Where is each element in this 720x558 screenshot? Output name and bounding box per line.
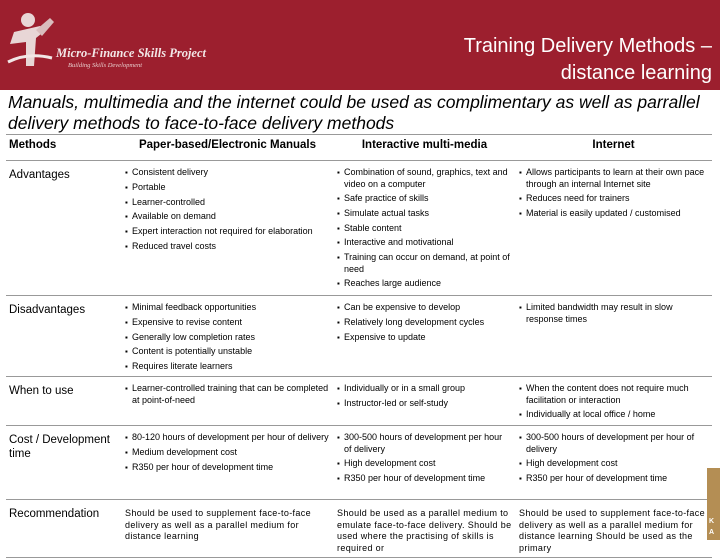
bullet-list (337, 302, 512, 343)
table-cell (122, 296, 334, 377)
list-item: ▪ Expensive to revise content (125, 317, 330, 329)
list-item: ▪ Instructor-led or self-study (337, 398, 512, 410)
list-item: ▪ R350 per hour of development time (519, 473, 708, 485)
column-header: Methods (6, 135, 122, 161)
list-item: ▪ Relatively long development cycles (337, 317, 512, 329)
bullet-list (337, 167, 512, 290)
table-cell (516, 296, 712, 377)
bullet-list (125, 432, 330, 473)
list-item: ▪ Generally low completion rates (125, 332, 330, 344)
comparison-table-wrapper (6, 134, 715, 553)
list-item: ▪ Learner-controlled training that can be completed at point-of-need (125, 383, 330, 406)
table-cell: Should be used as a parallel medium to emulate face-to-face delivery. Should be used where the practising of skills is required or (334, 500, 516, 558)
row-header: Cost / Development time (6, 426, 122, 500)
list-item: ▪ Expert interaction not required for elaboration (125, 226, 330, 238)
list-item: ▪ Simulate actual tasks (337, 208, 512, 220)
table-cell (122, 377, 334, 426)
table-header-row (6, 135, 712, 161)
row-header: Recommendation (6, 500, 122, 558)
list-item: ▪ Individually or in a small group (337, 383, 512, 395)
person-icon (6, 8, 66, 72)
side-accent-bar (707, 468, 720, 540)
table-row (6, 377, 712, 426)
list-item: ▪ High development cost (519, 458, 708, 470)
column-header: Internet (516, 135, 712, 161)
list-item: ▪ Requires literate learners (125, 361, 330, 373)
table-cell (334, 296, 516, 377)
comparison-table (6, 135, 715, 558)
side-letter: A (709, 529, 715, 536)
table-cell: Should be used to supplement face-to-face delivery as well as a parallel medium for distance learning (122, 500, 334, 558)
row-header: Disadvantages (6, 296, 122, 377)
list-item: ▪ Content is potentially unstable (125, 346, 330, 358)
list-item: ▪ 300-500 hours of development per hour of delivery (519, 432, 708, 455)
list-item: ▪ Individually at local office / home (519, 409, 708, 421)
table-cell (516, 426, 712, 500)
list-item: ▪ Interactive and motivational (337, 237, 512, 249)
list-item: ▪ 80-120 hours of development per hour of delivery (125, 432, 330, 444)
bullet-list (519, 432, 708, 484)
list-item: ▪ R350 per hour of development time (337, 473, 512, 485)
title-line-2: distance learning (560, 62, 712, 84)
list-item: ▪ Reduces need for trainers (519, 193, 708, 205)
list-item: ▪ 300-500 hours of development per hour of delivery (337, 432, 512, 455)
table-row (6, 426, 712, 500)
page-subtitle: Manuals, multimedia and the internet could be used as complimentary as well as parrallel delivery methods to face-to-face delivery methods (8, 92, 700, 133)
logo (6, 8, 206, 72)
table-cell (122, 161, 334, 296)
page-title (464, 33, 712, 87)
header-banner (0, 0, 720, 90)
list-item: ▪ Allows participants to learn at their own pace through an internal Internet site (519, 167, 708, 190)
row-header: When to use (6, 377, 122, 426)
list-item: ▪ Training can occur on demand, at point of need (337, 252, 512, 275)
table-cell (516, 161, 712, 296)
logo-text: Micro-Finance Skills Project (56, 46, 206, 60)
list-item: ▪ When the content does not require much facilitation or interaction (519, 383, 708, 406)
list-item: ▪ Reduced travel costs (125, 241, 330, 253)
list-item: ▪ Consistent delivery (125, 167, 330, 179)
list-item: ▪ R350 per hour of development time (125, 462, 330, 474)
column-header: Paper-based/Electronic Manuals (122, 135, 334, 161)
table-row (6, 500, 712, 558)
list-item: ▪ Stable content (337, 223, 512, 235)
bullet-list (125, 383, 330, 406)
table-cell: Should be used to supplement face-to-face delivery as well as a parallel medium for distance learning Should be used as the primary (516, 500, 712, 558)
bullet-list (337, 383, 512, 409)
bullet-list (125, 302, 330, 372)
bullet-list (519, 302, 708, 325)
table-cell (334, 161, 516, 296)
list-item: ▪ Learner-controlled (125, 197, 330, 209)
list-item: ▪ High development cost (337, 458, 512, 470)
list-item: ▪ Can be expensive to develop (337, 302, 512, 314)
table-cell (334, 426, 516, 500)
side-letter: K (709, 518, 715, 525)
table-cell (122, 426, 334, 500)
bullet-list (337, 432, 512, 484)
list-item: ▪ Material is easily updated / customised (519, 208, 708, 220)
list-item: ▪ Reaches large audience (337, 278, 512, 290)
list-item: ▪ Expensive to update (337, 332, 512, 344)
list-item: ▪ Portable (125, 182, 330, 194)
list-item: ▪ Safe practice of skills (337, 193, 512, 205)
list-item: ▪ Combination of sound, graphics, text and video on a computer (337, 167, 512, 190)
table-row (6, 296, 712, 377)
list-item: ▪ Limited bandwidth may result in slow response times (519, 302, 708, 325)
table-row (6, 161, 712, 296)
list-item: ▪ Available on demand (125, 211, 330, 223)
bullet-list (519, 167, 708, 219)
title-line-1: Training Delivery Methods – (463, 35, 712, 57)
logo-tagline: Building Skills Development (68, 62, 143, 69)
list-item: ▪ Medium development cost (125, 447, 330, 459)
table-cell (334, 377, 516, 426)
bullet-list (125, 167, 330, 252)
row-header: Advantages (6, 161, 122, 296)
list-item: ▪ Minimal feedback opportunities (125, 302, 330, 314)
column-header: Interactive multi-media (334, 135, 516, 161)
bullet-list (519, 383, 708, 421)
table-cell (516, 377, 712, 426)
